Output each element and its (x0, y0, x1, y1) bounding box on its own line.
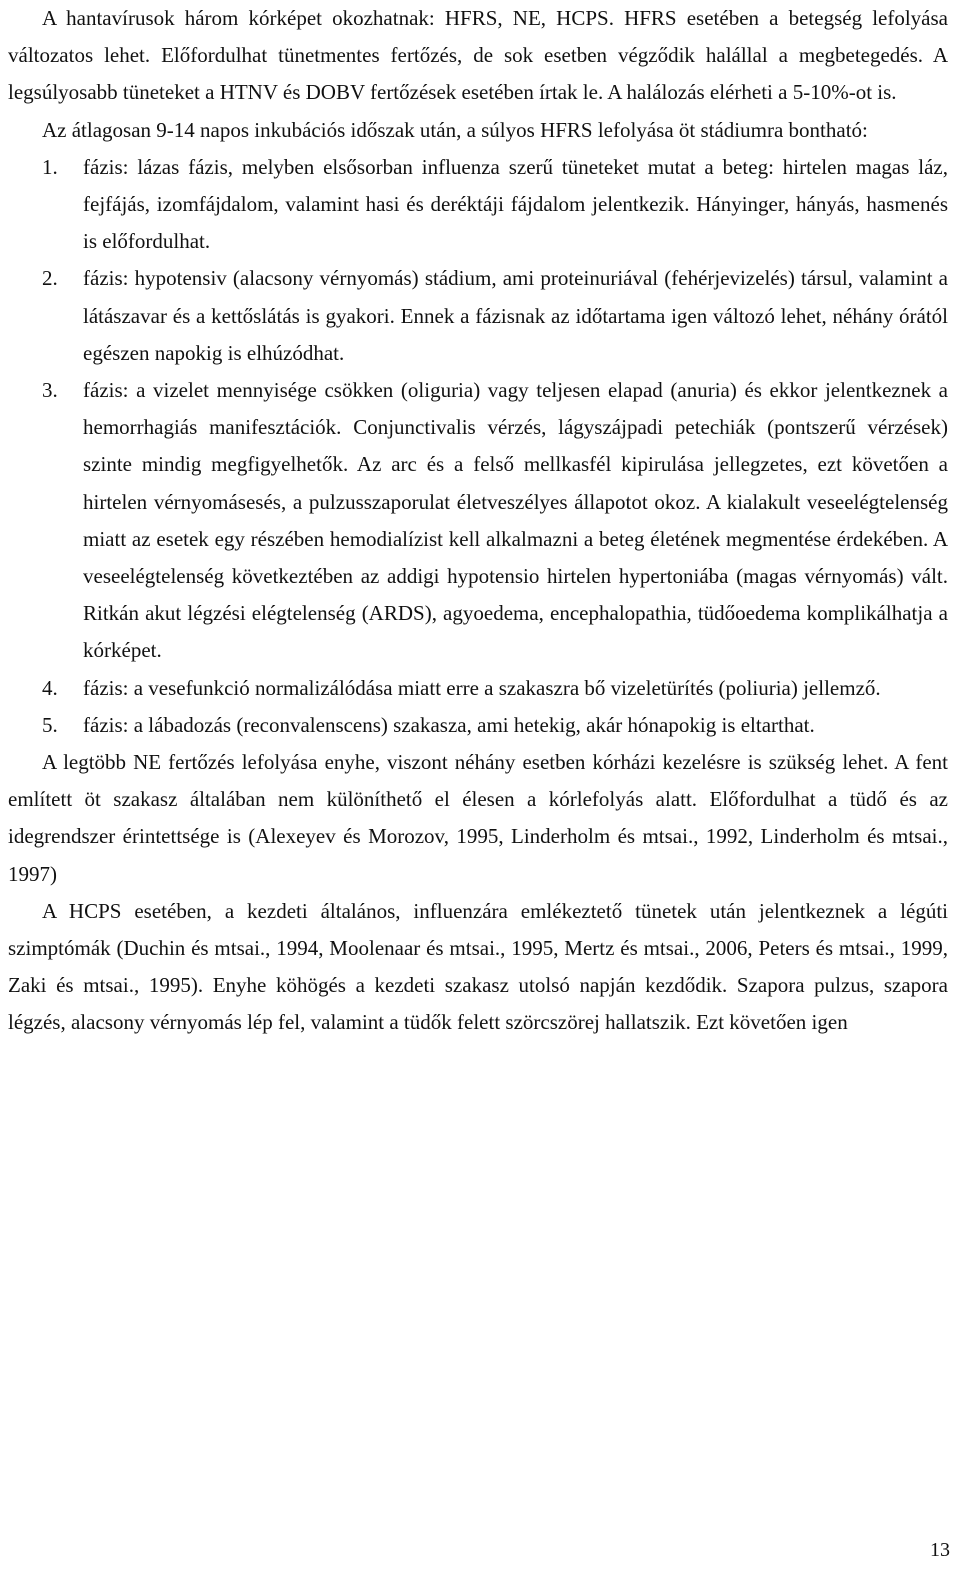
list-item-text: fázis: a vizelet mennyisége csökken (oliguria) vagy teljesen elapad (anuria) és ekkor jelentkeznek a hemorrhagiás manifesztációk. Conjunctivalis vérzés, lágyszájpadi petechiák (pontszerű vérzések) szinte mindig megfigyelhetők. Az arc és a felső mellkasfél kipirulása jellegzetes, ezt követően a hirtelen vérnyomásesés, a pulzusszaporulat életveszélyes állapotot okoz. A kialakult veseelégtelenség miatt az esetek egy részében hemodialízist kell alkalmazni a beteg életének megmentése érdekében. A veseelégtelenség következtében az addigi hypotensio hirtelen hypertoniába (magas vérnyomás) vált. Ritkán akut légzési elégtelenség (ARDS), agyoedema, encephalopathia, tüdőoedema komplikálhatja a kórképet. (83, 378, 948, 663)
page-number: 13 (930, 1539, 950, 1561)
list-item-number: 3. (42, 378, 58, 403)
paragraph-ne: A legtöbb NE fertőzés lefolyása enyhe, viszont néhány esetben kórházi kezelésre is szükség lehet. A fent említett öt szakasz általában nem különíthető el élesen a kórlefolyás alatt. Előfordulhat a tüdő és az idegrendszer érintettsége is (Alexeyev és Morozov, 1995, Linderholm és mtsai., 1992, Linderholm és mtsai., 1997) (8, 750, 948, 886)
document-body (8, 0, 948, 1042)
list-item-text: fázis: hypotensiv (alacsony vérnyomás) stádium, ami proteinuriával (fehérjevizelés) társul, valamint a látászavar és a kettőslátás is gyakori. Ennek a fázisnak az időtartama igen változó lehet, néhány órától egészen napokig is elhúzódhat. (83, 266, 948, 365)
paragraph-intro: A hantavírusok három kórképet okozhatnak: HFRS, NE, HCPS. HFRS esetében a betegség lefolyása változatos lehet. Előfordulhat tünetmentes fertőzés, de sok esetben végződik halállal a megbetegedés. A legsúlyosabb tüneteket a HTNV és DOBV fertőzések esetében írtak le. A halálozás elérheti a 5-10%-ot is. (8, 6, 948, 105)
list-item-text: fázis: a vesefunkció normalizálódása miatt erre a szakaszra bő vizeletürítés (poliuria) jellemző. (83, 675, 881, 700)
list-item-text: fázis: lázas fázis, melyben elsősorban influenza szerű tüneteket mutat a beteg: hirtelen magas láz, fejfájás, izomfájdalom, valamint hasi és deréktáji fájdalom jelentkezik. Hányinger, hányás, hasmenés is előfordulhat. (83, 154, 948, 254)
list-item (8, 149, 948, 261)
list-item (8, 707, 948, 744)
list-item-number: 4. (42, 675, 58, 700)
list-item (8, 670, 948, 707)
list-item (8, 372, 948, 670)
phase-list (8, 149, 948, 744)
paragraph-hcps: A HCPS esetében, a kezdeti általános, influenzára emlékeztető tünetek után jelentkeznek a légúti szimptómák (Duchin és mtsai., 1994, Moolenaar és mtsai., 1995, Mertz és mtsai., 2006, Peters és mtsai., 1999, Zaki és mtsai., 1995). Enyhe köhögés a kezdeti szakasz utolsó napján kezdődik. Szapora pulzus, szapora légzés, alacsony vérnyomás lép fel, valamint a tüdők felett szörcszörej hallatszik. Ezt követően igen (8, 898, 948, 1035)
list-item-number: 2. (42, 266, 58, 291)
list-item-number: 1. (42, 154, 58, 179)
list-item-text: fázis: a lábadozás (reconvalenscens) szakasza, ami hetekig, akár hónapokig is eltarthat. (83, 712, 815, 737)
list-item (8, 260, 948, 372)
list-item-number: 5. (42, 712, 58, 737)
paragraph-stages-intro: Az átlagosan 9-14 napos inkubációs időszak után, a súlyos HFRS lefolyása öt stádiumra bontható: (42, 117, 868, 142)
